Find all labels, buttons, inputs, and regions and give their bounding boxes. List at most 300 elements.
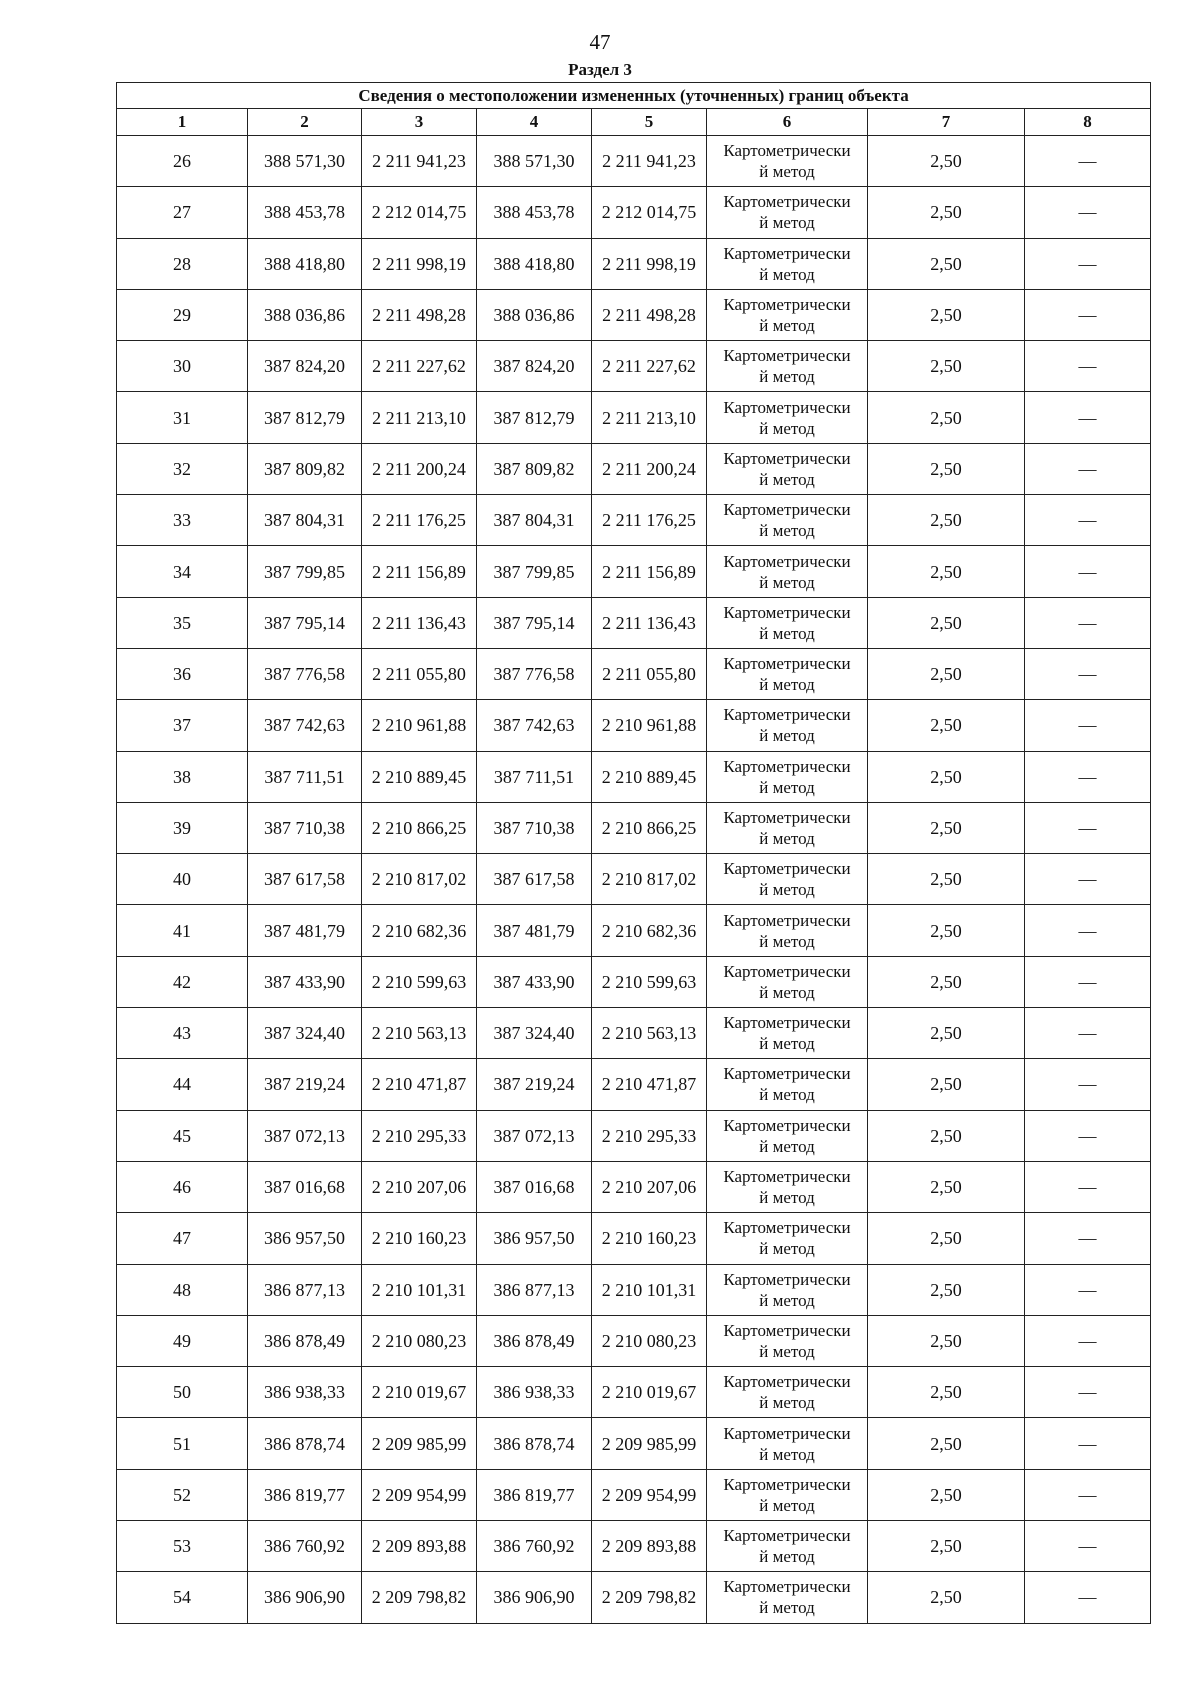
accuracy-cell: 2,50 [868, 289, 1025, 340]
accuracy-cell: 2,50 [868, 1418, 1025, 1469]
method-line-2: й метод [759, 726, 815, 746]
y-refined-cell: 2 209 893,88 [592, 1521, 707, 1572]
method-line-2: й метод [759, 521, 815, 541]
method-cell [707, 1213, 868, 1264]
y-existing-cell: 2 210 207,06 [362, 1161, 477, 1212]
x-existing-cell: 387 799,85 [248, 546, 362, 597]
y-existing-cell: 2 209 798,82 [362, 1572, 477, 1623]
method-line-1: Картометрически [723, 1115, 851, 1135]
accuracy-cell: 2,50 [868, 597, 1025, 648]
description-cell: — [1025, 1315, 1151, 1366]
x-refined-cell: 387 809,82 [477, 443, 592, 494]
method-line-1: Картометрически [723, 346, 851, 366]
accuracy-cell: 2,50 [868, 1059, 1025, 1110]
table-row [117, 546, 1151, 597]
method-cell [707, 854, 868, 905]
description-cell: — [1025, 1521, 1151, 1572]
y-existing-cell: 2 210 471,87 [362, 1059, 477, 1110]
method-line-2: й метод [759, 1341, 815, 1361]
x-existing-cell: 387 324,40 [248, 1008, 362, 1059]
method-line-1: Картометрически [723, 859, 851, 879]
point-number-cell: 32 [117, 443, 248, 494]
y-refined-cell: 2 210 682,36 [592, 905, 707, 956]
y-existing-cell: 2 209 954,99 [362, 1469, 477, 1520]
y-refined-cell: 2 210 080,23 [592, 1315, 707, 1366]
x-refined-cell: 386 878,74 [477, 1418, 592, 1469]
point-number-cell: 43 [117, 1008, 248, 1059]
description-cell: — [1025, 1008, 1151, 1059]
y-refined-cell: 2 211 498,28 [592, 289, 707, 340]
method-line-2: й метод [759, 1188, 815, 1208]
x-existing-cell: 386 938,33 [248, 1367, 362, 1418]
method-line-1: Картометрически [723, 705, 851, 725]
method-cell [707, 1469, 868, 1520]
description-cell: — [1025, 1469, 1151, 1520]
description-cell: — [1025, 238, 1151, 289]
table-row [117, 1367, 1151, 1418]
method-cell [707, 1572, 868, 1623]
method-cell [707, 546, 868, 597]
description-cell: — [1025, 341, 1151, 392]
x-refined-cell: 387 016,68 [477, 1161, 592, 1212]
method-line-1: Картометрически [723, 141, 851, 161]
method-line-2: й метод [759, 162, 815, 182]
method-line-2: й метод [759, 982, 815, 1002]
y-existing-cell: 2 211 941,23 [362, 136, 477, 187]
method-line-2: й метод [759, 829, 815, 848]
method-line-2: й метод [759, 880, 815, 900]
table-row [117, 956, 1151, 1007]
x-existing-cell: 387 824,20 [248, 341, 362, 392]
description-cell: — [1025, 289, 1151, 340]
method-line-2: й метод [759, 1085, 815, 1105]
y-refined-cell: 2 211 941,23 [592, 136, 707, 187]
y-existing-cell: 2 210 889,45 [362, 751, 477, 802]
y-refined-cell: 2 211 227,62 [592, 341, 707, 392]
page-number: 47 [589, 30, 611, 54]
table-row [117, 1008, 1151, 1059]
method-cell [707, 1161, 868, 1212]
method-cell [707, 1008, 868, 1059]
y-refined-cell: 2 211 136,43 [592, 597, 707, 648]
column-header: 8 [1025, 109, 1151, 136]
y-refined-cell: 2 212 014,75 [592, 187, 707, 238]
y-existing-cell: 2 209 893,88 [362, 1521, 477, 1572]
y-existing-cell: 2 211 200,24 [362, 443, 477, 494]
description-cell: — [1025, 546, 1151, 597]
x-refined-cell: 386 957,50 [477, 1213, 592, 1264]
point-number-cell: 50 [117, 1367, 248, 1418]
point-number-cell: 54 [117, 1572, 248, 1623]
description-cell: — [1025, 136, 1151, 187]
method-cell [707, 495, 868, 546]
point-number-cell: 41 [117, 905, 248, 956]
x-existing-cell: 386 760,92 [248, 1521, 362, 1572]
accuracy-cell: 2,50 [868, 751, 1025, 802]
method-cell [707, 1110, 868, 1161]
y-existing-cell: 2 211 213,10 [362, 392, 477, 443]
point-number-cell: 44 [117, 1059, 248, 1110]
point-number-cell: 36 [117, 648, 248, 699]
point-number-cell: 33 [117, 495, 248, 546]
method-line-1: Картометрически [723, 192, 851, 212]
accuracy-cell: 2,50 [868, 854, 1025, 905]
x-existing-cell: 386 878,49 [248, 1315, 362, 1366]
method-cell [707, 905, 868, 956]
y-refined-cell: 2 211 213,10 [592, 392, 707, 443]
accuracy-cell: 2,50 [868, 495, 1025, 546]
x-refined-cell: 387 617,58 [477, 854, 592, 905]
table-row [117, 648, 1151, 699]
accuracy-cell: 2,50 [868, 1161, 1025, 1212]
point-number-cell: 42 [117, 956, 248, 1007]
method-line-2: й метод [759, 1290, 815, 1310]
y-refined-cell: 2 210 160,23 [592, 1213, 707, 1264]
x-refined-cell: 388 036,86 [477, 289, 592, 340]
method-cell [707, 1315, 868, 1366]
method-line-2: й метод [759, 1444, 815, 1464]
method-line-1: Картометрически [723, 448, 851, 468]
point-number-cell: 52 [117, 1469, 248, 1520]
table-caption: Сведения о местоположении измененных (уточненных) границ объекта [117, 83, 1151, 109]
x-refined-cell: 388 418,80 [477, 238, 592, 289]
x-existing-cell: 387 072,13 [248, 1110, 362, 1161]
description-cell: — [1025, 597, 1151, 648]
x-existing-cell: 386 877,13 [248, 1264, 362, 1315]
table-row [117, 700, 1151, 751]
method-cell [707, 1264, 868, 1315]
table-row [117, 136, 1151, 187]
method-line-2: й метод [759, 264, 815, 284]
method-cell [707, 289, 868, 340]
point-number-cell: 48 [117, 1264, 248, 1315]
y-existing-cell: 2 212 014,75 [362, 187, 477, 238]
point-number-cell: 47 [117, 1213, 248, 1264]
description-cell: — [1025, 1418, 1151, 1469]
x-existing-cell: 387 481,79 [248, 905, 362, 956]
method-line-1: Картометрически [723, 1013, 851, 1033]
point-number-cell: 40 [117, 854, 248, 905]
table-row [117, 1418, 1151, 1469]
method-line-1: Картометрически [723, 1320, 851, 1340]
point-number-cell: 30 [117, 341, 248, 392]
x-refined-cell: 387 711,51 [477, 751, 592, 802]
table-row [117, 443, 1151, 494]
y-existing-cell: 2 210 866,25 [362, 802, 477, 853]
x-refined-cell: 387 742,63 [477, 700, 592, 751]
accuracy-cell: 2,50 [868, 648, 1025, 699]
method-line-1: Картометрически [723, 295, 851, 315]
y-refined-cell: 2 210 817,02 [592, 854, 707, 905]
method-line-1: Картометрически [723, 602, 851, 622]
x-existing-cell: 387 804,31 [248, 495, 362, 546]
accuracy-cell: 2,50 [868, 136, 1025, 187]
description-cell: — [1025, 854, 1151, 905]
x-refined-cell: 387 795,14 [477, 597, 592, 648]
point-number-cell: 49 [117, 1315, 248, 1366]
x-existing-cell: 388 571,30 [248, 136, 362, 187]
x-existing-cell: 387 617,58 [248, 854, 362, 905]
y-refined-cell: 2 211 156,89 [592, 546, 707, 597]
accuracy-cell: 2,50 [868, 905, 1025, 956]
y-existing-cell: 2 210 599,63 [362, 956, 477, 1007]
method-line-1: Картометрически [723, 1474, 851, 1494]
point-number-cell: 34 [117, 546, 248, 597]
accuracy-cell: 2,50 [868, 187, 1025, 238]
description-cell: — [1025, 751, 1151, 802]
method-cell [707, 956, 868, 1007]
x-existing-cell: 386 957,50 [248, 1213, 362, 1264]
x-refined-cell: 386 877,13 [477, 1264, 592, 1315]
table-row [117, 238, 1151, 289]
method-line-1: Картометрически [723, 910, 851, 930]
column-number-row [117, 109, 1151, 136]
method-cell [707, 443, 868, 494]
method-line-1: Картометрически [723, 500, 851, 520]
x-refined-cell: 387 219,24 [477, 1059, 592, 1110]
point-number-cell: 29 [117, 289, 248, 340]
table-row [117, 392, 1151, 443]
accuracy-cell: 2,50 [868, 1110, 1025, 1161]
method-cell [707, 802, 868, 853]
table-row [117, 1110, 1151, 1161]
x-existing-cell: 387 710,38 [248, 802, 362, 853]
method-line-2: й метод [759, 623, 815, 643]
table-row [117, 1521, 1151, 1572]
method-line-1: Картометрически [723, 243, 851, 263]
column-header: 1 [117, 109, 248, 136]
method-line-1: Картометрически [723, 961, 851, 981]
description-cell: — [1025, 443, 1151, 494]
y-refined-cell: 2 210 563,13 [592, 1008, 707, 1059]
y-existing-cell: 2 209 985,99 [362, 1418, 477, 1469]
point-number-cell: 26 [117, 136, 248, 187]
description-cell: — [1025, 1213, 1151, 1264]
method-line-2: й метод [759, 777, 815, 797]
method-line-1: Картометрически [723, 1526, 851, 1546]
column-header: 3 [362, 109, 477, 136]
y-refined-cell: 2 210 599,63 [592, 956, 707, 1007]
accuracy-cell: 2,50 [868, 1367, 1025, 1418]
table-row [117, 1059, 1151, 1110]
accuracy-cell: 2,50 [868, 392, 1025, 443]
method-line-1: Картометрически [723, 808, 851, 827]
table-row [117, 341, 1151, 392]
method-line-2: й метод [759, 418, 815, 438]
x-refined-cell: 387 481,79 [477, 905, 592, 956]
method-line-1: Картометрически [723, 1218, 851, 1238]
table-row [117, 1572, 1151, 1623]
method-cell [707, 1367, 868, 1418]
method-cell [707, 1059, 868, 1110]
method-cell [707, 1418, 868, 1469]
y-refined-cell: 2 210 961,88 [592, 700, 707, 751]
description-cell: — [1025, 392, 1151, 443]
x-refined-cell: 386 878,49 [477, 1315, 592, 1366]
method-line-2: й метод [759, 1034, 815, 1054]
table-row [117, 1161, 1151, 1212]
accuracy-cell: 2,50 [868, 1521, 1025, 1572]
method-line-1: Картометрически [723, 1372, 851, 1392]
point-number-cell: 37 [117, 700, 248, 751]
description-cell: — [1025, 1161, 1151, 1212]
column-header: 6 [707, 109, 868, 136]
point-number-cell: 53 [117, 1521, 248, 1572]
x-refined-cell: 387 710,38 [477, 802, 592, 853]
method-line-1: Картометрически [723, 1577, 851, 1597]
x-refined-cell: 386 906,90 [477, 1572, 592, 1623]
description-cell: — [1025, 495, 1151, 546]
y-existing-cell: 2 211 055,80 [362, 648, 477, 699]
table-row [117, 495, 1151, 546]
x-refined-cell: 388 571,30 [477, 136, 592, 187]
description-cell: — [1025, 1059, 1151, 1110]
y-existing-cell: 2 210 817,02 [362, 854, 477, 905]
method-line-2: й метод [759, 316, 815, 336]
column-header: 2 [248, 109, 362, 136]
method-line-2: й метод [759, 469, 815, 489]
column-header: 4 [477, 109, 592, 136]
x-existing-cell: 388 453,78 [248, 187, 362, 238]
point-number-cell: 51 [117, 1418, 248, 1469]
method-cell [707, 648, 868, 699]
description-cell: — [1025, 1572, 1151, 1623]
x-existing-cell: 386 878,74 [248, 1418, 362, 1469]
table-row [117, 751, 1151, 802]
table-row [117, 1213, 1151, 1264]
point-number-cell: 46 [117, 1161, 248, 1212]
x-existing-cell: 388 036,86 [248, 289, 362, 340]
x-existing-cell: 386 819,77 [248, 1469, 362, 1520]
method-line-2: й метод [759, 1495, 815, 1515]
y-refined-cell: 2 209 954,99 [592, 1469, 707, 1520]
x-existing-cell: 387 219,24 [248, 1059, 362, 1110]
y-refined-cell: 2 210 471,87 [592, 1059, 707, 1110]
point-number-cell: 31 [117, 392, 248, 443]
x-refined-cell: 387 324,40 [477, 1008, 592, 1059]
point-number-cell: 39 [117, 802, 248, 853]
x-refined-cell: 387 799,85 [477, 546, 592, 597]
method-line-1: Картометрически [723, 756, 851, 776]
point-number-cell: 27 [117, 187, 248, 238]
column-header: 5 [592, 109, 707, 136]
accuracy-cell: 2,50 [868, 1315, 1025, 1366]
y-existing-cell: 2 211 998,19 [362, 238, 477, 289]
x-existing-cell: 387 742,63 [248, 700, 362, 751]
x-existing-cell: 386 906,90 [248, 1572, 362, 1623]
accuracy-cell: 2,50 [868, 1213, 1025, 1264]
method-cell [707, 597, 868, 648]
method-line-2: й метод [759, 367, 815, 387]
y-refined-cell: 2 211 200,24 [592, 443, 707, 494]
y-existing-cell: 2 211 156,89 [362, 546, 477, 597]
y-existing-cell: 2 210 682,36 [362, 905, 477, 956]
x-refined-cell: 388 453,78 [477, 187, 592, 238]
y-refined-cell: 2 210 866,25 [592, 802, 707, 853]
table-row [117, 802, 1151, 853]
description-cell: — [1025, 1110, 1151, 1161]
y-refined-cell: 2 210 207,06 [592, 1161, 707, 1212]
x-existing-cell: 387 812,79 [248, 392, 362, 443]
method-line-2: й метод [759, 1393, 815, 1413]
accuracy-cell: 2,50 [868, 956, 1025, 1007]
method-line-1: Картометрически [723, 1269, 851, 1289]
x-refined-cell: 387 433,90 [477, 956, 592, 1007]
method-cell [707, 187, 868, 238]
method-cell [707, 136, 868, 187]
x-refined-cell: 386 938,33 [477, 1367, 592, 1418]
table-row [117, 597, 1151, 648]
method-line-1: Картометрически [723, 654, 851, 674]
accuracy-cell: 2,50 [868, 443, 1025, 494]
x-existing-cell: 388 418,80 [248, 238, 362, 289]
description-cell: — [1025, 1367, 1151, 1418]
table-row [117, 1315, 1151, 1366]
method-cell [707, 700, 868, 751]
method-line-1: Картометрически [723, 551, 851, 571]
method-cell [707, 238, 868, 289]
y-refined-cell: 2 211 998,19 [592, 238, 707, 289]
y-refined-cell: 2 210 295,33 [592, 1110, 707, 1161]
y-existing-cell: 2 211 227,62 [362, 341, 477, 392]
description-cell: — [1025, 700, 1151, 751]
section-title: Раздел 3 [568, 60, 632, 79]
y-refined-cell: 2 209 985,99 [592, 1418, 707, 1469]
method-line-2: й метод [759, 1239, 815, 1259]
point-number-cell: 45 [117, 1110, 248, 1161]
method-line-2: й метод [759, 675, 815, 695]
x-existing-cell: 387 433,90 [248, 956, 362, 1007]
accuracy-cell: 2,50 [868, 238, 1025, 289]
y-existing-cell: 2 211 136,43 [362, 597, 477, 648]
y-refined-cell: 2 211 055,80 [592, 648, 707, 699]
x-existing-cell: 387 795,14 [248, 597, 362, 648]
y-refined-cell: 2 209 798,82 [592, 1572, 707, 1623]
point-number-cell: 38 [117, 751, 248, 802]
y-refined-cell: 2 210 889,45 [592, 751, 707, 802]
table-row [117, 854, 1151, 905]
method-cell [707, 1521, 868, 1572]
x-existing-cell: 387 809,82 [248, 443, 362, 494]
x-refined-cell: 387 812,79 [477, 392, 592, 443]
description-cell: — [1025, 905, 1151, 956]
x-refined-cell: 387 804,31 [477, 495, 592, 546]
accuracy-cell: 2,50 [868, 1008, 1025, 1059]
table-row [117, 1469, 1151, 1520]
y-existing-cell: 2 210 160,23 [362, 1213, 477, 1264]
method-line-1: Картометрически [723, 1167, 851, 1187]
accuracy-cell: 2,50 [868, 341, 1025, 392]
y-existing-cell: 2 210 295,33 [362, 1110, 477, 1161]
point-number-cell: 28 [117, 238, 248, 289]
method-line-1: Картометрически [723, 397, 851, 417]
x-existing-cell: 387 776,58 [248, 648, 362, 699]
table-row [117, 187, 1151, 238]
method-cell [707, 392, 868, 443]
accuracy-cell: 2,50 [868, 1264, 1025, 1315]
x-refined-cell: 386 760,92 [477, 1521, 592, 1572]
y-refined-cell: 2 211 176,25 [592, 495, 707, 546]
x-refined-cell: 387 824,20 [477, 341, 592, 392]
table-row [117, 289, 1151, 340]
method-line-2: й метод [759, 1547, 815, 1567]
table-row [117, 1264, 1151, 1315]
x-existing-cell: 387 016,68 [248, 1161, 362, 1212]
method-cell [707, 341, 868, 392]
coordinates-table [116, 82, 1151, 1624]
accuracy-cell: 2,50 [868, 546, 1025, 597]
y-refined-cell: 2 210 019,67 [592, 1367, 707, 1418]
